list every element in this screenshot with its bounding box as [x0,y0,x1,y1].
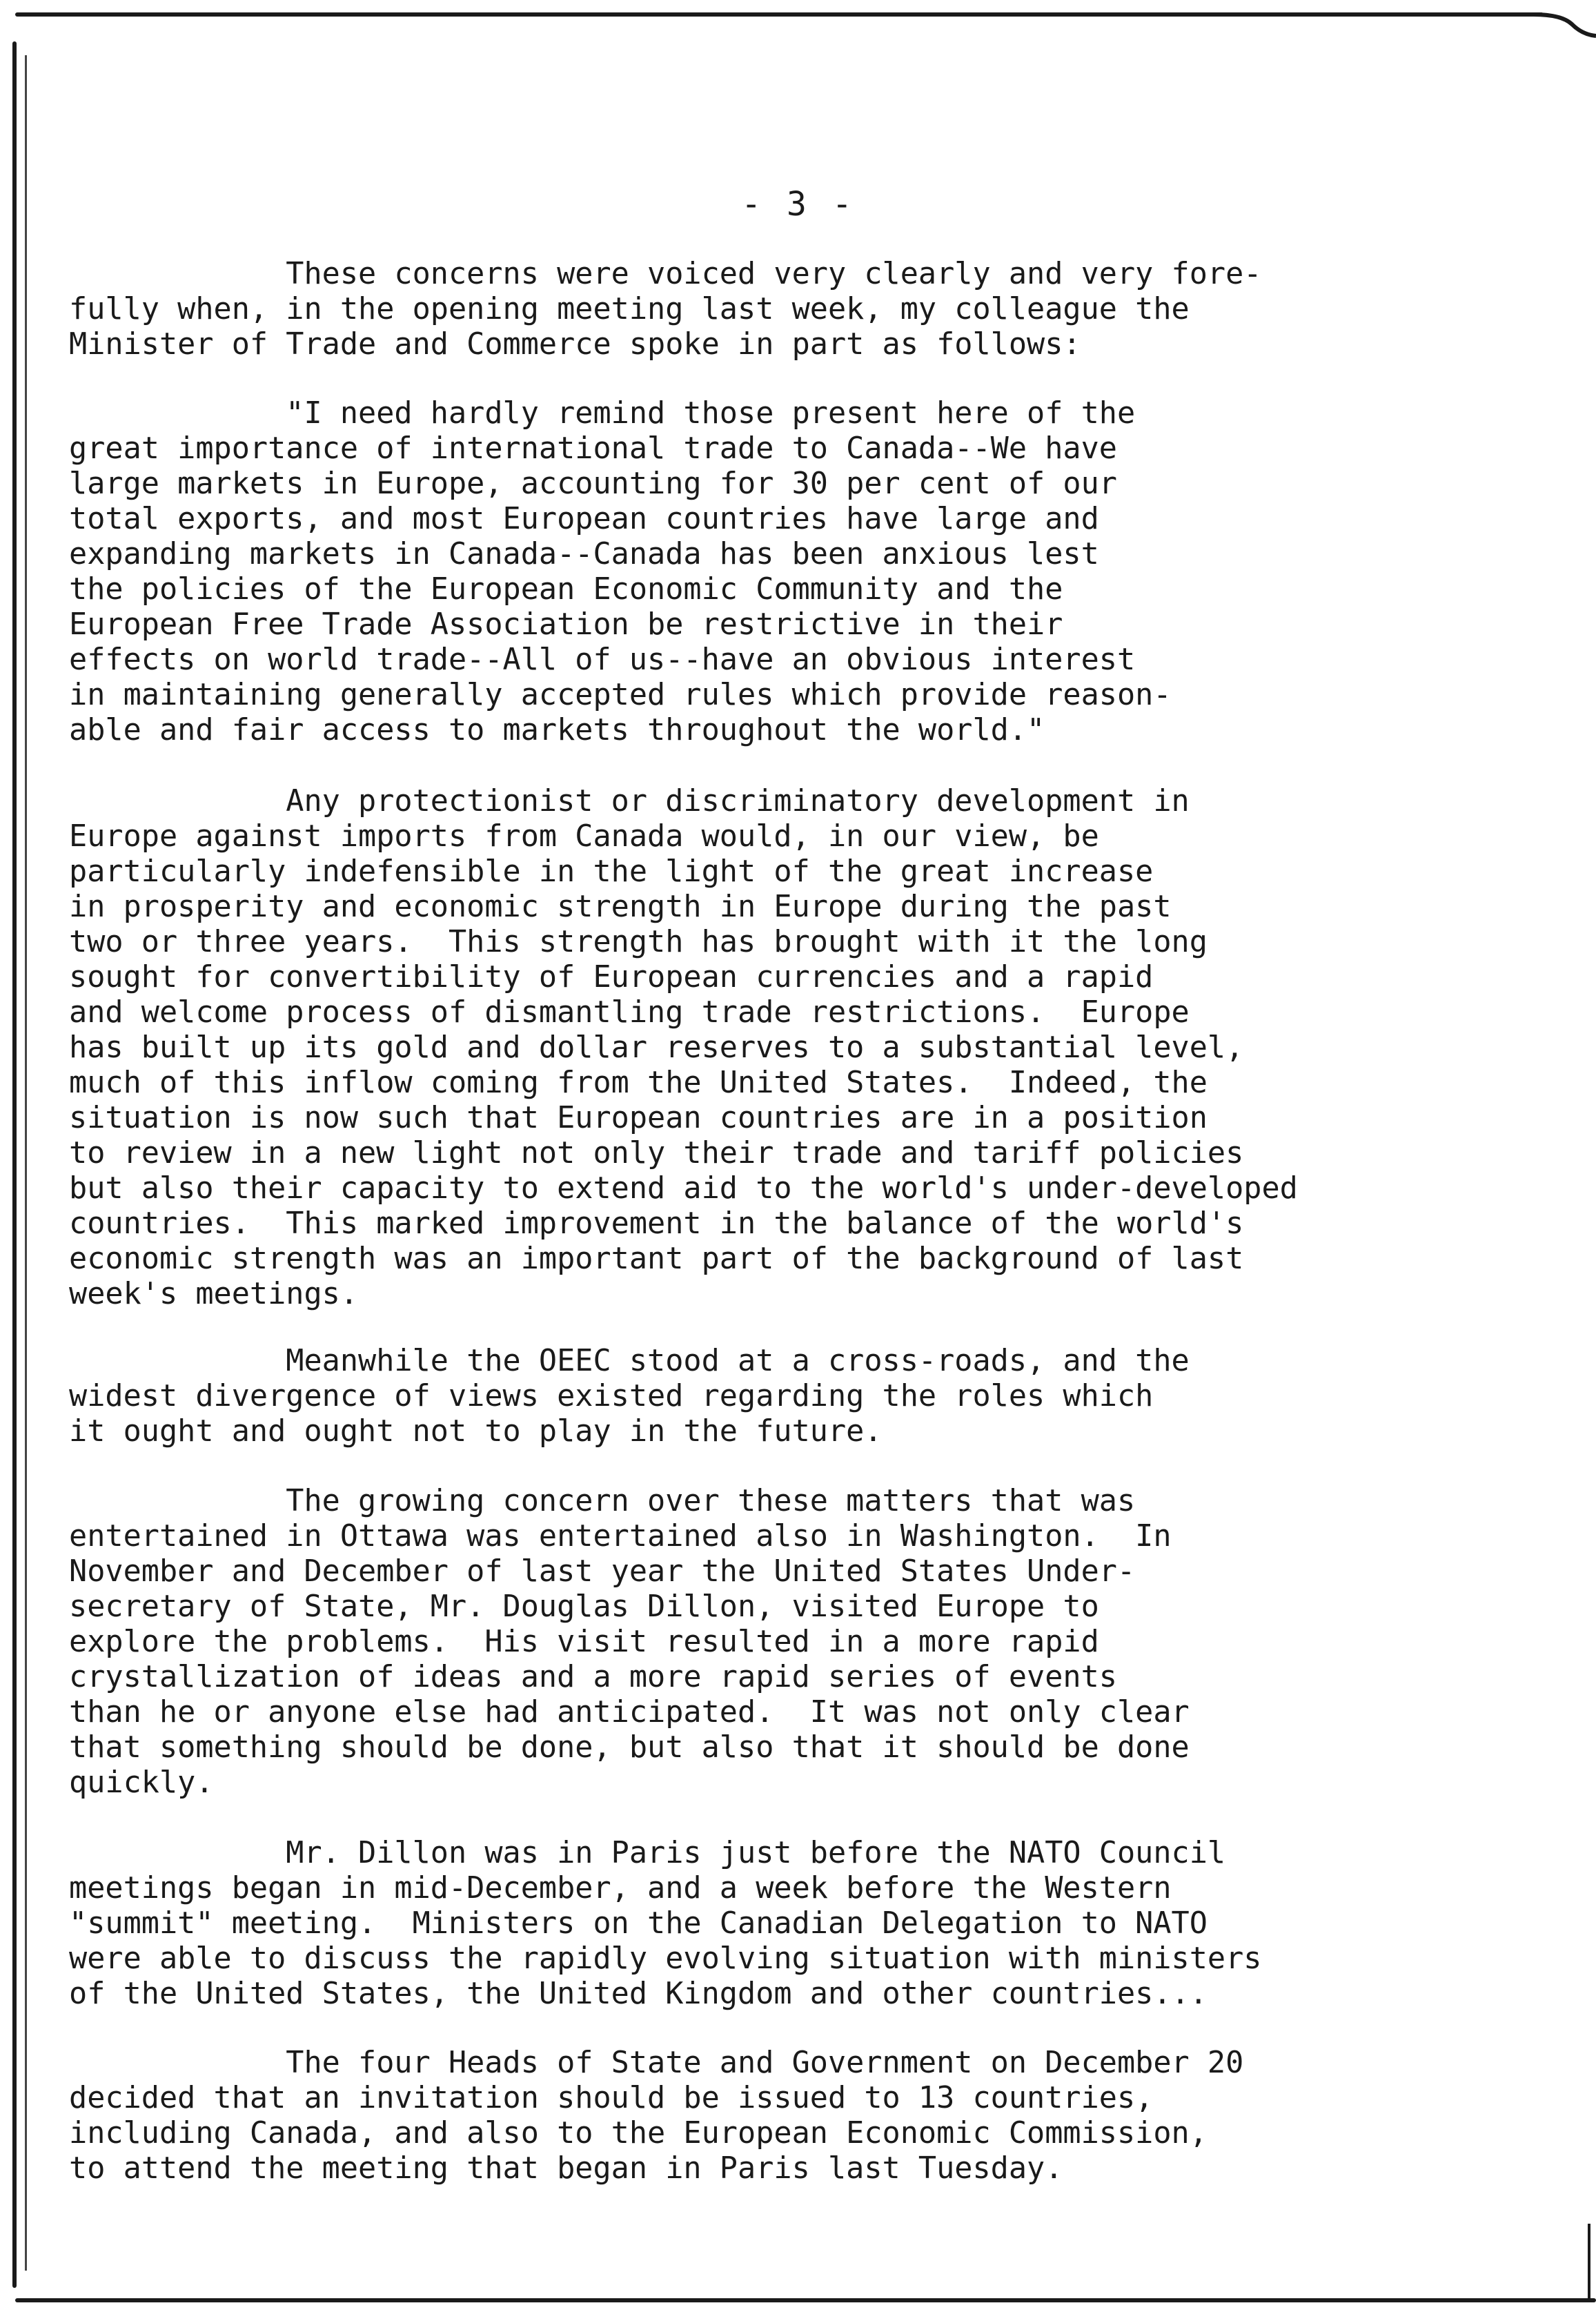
page-border-top [15,12,1544,17]
page-corner-curl [1534,0,1596,55]
paragraph-minister-quote: "I need hardly remind those present here of the great importance of international trade to Canada--We have large markets in Europe, accounting for 30 per cent of our total exports, and most European countries have large and expanding markets in Canada--Canada has been anxious lest the policies of the European Economic Community and the European Free Trade Association be restrictive in their effects on world trade--All of us--have an obvious interest in maintaining generally accepted rules which provide reason- able and fair access to markets throughout the world." [69,396,1172,747]
page-border-left-inner [25,55,27,2271]
paragraph-oeec-crossroads: Meanwhile the OEEC stood at a cross-roads, and the widest divergence of views existed regarding the roles which it ought and ought not to play in the future. [69,1344,1190,1449]
paragraph-concerns-voiced: These concerns were voiced very clearly and very fore- fully when, in the opening meeting last week, my colleague the Minister of Trade and Commerce spoke in part as follows: [69,257,1262,362]
paragraph-heads-of-state: The four Heads of State and Government on December 20 decided that an invitation should be issued to 13 countries, including Canada, and also to the European Economic Commission, to attend the meeting that began in Paris last Tuesday. [69,2046,1244,2186]
paragraph-dillon-paris: Mr. Dillon was in Paris just before the NATO Council meetings began in mid-December, and a week before the Western "summit" meeting. Ministers on the Canadian Delegation to NATO were able to discuss the rapidly evolving situation with ministers of the United States, the United Kingdom and other countries... [69,1836,1262,2011]
page-number: - 3 - [741,185,855,224]
paragraph-protectionist-development: Any protectionist or discriminatory development in Europe against imports from Canada would, in our view, be particularly indefensible in the light of the great increase in prosperity and economic strength in Europe during the past two or three years. This strength has brought with it the long sought for convertibility of European currencies and a rapid and welcome process of dismantling trade restrictions. Europe has built up its gold and dollar reserves to a substantial level, much of this inflow coming from the United States. Indeed, the situation is now such that European countries are in a position to review in a new light not only their trade and tariff policies but also their capacity to extend aid to the world's under-developed countries. This marked improvement in the balance of the world's economic strength was an important part of the background of last week's meetings. [69,784,1298,1311]
page-border-right-stub [1588,2224,1590,2300]
paragraph-growing-concern: The growing concern over these matters that was entertained in Ottawa was entertained also in Washington. In November and December of last year the United States Under- secretary of State, Mr. Douglas Dillon, visited Europe to explore the problems. His visit resulted in a more rapid crystallization of ideas and a more rapid series of events than he or anyone else had anticipated. It was not only clear that something should be done, but also that it should be done quickly. [69,1484,1190,1800]
page-border-left [12,41,17,2288]
page-border-bottom [15,2298,1596,2302]
